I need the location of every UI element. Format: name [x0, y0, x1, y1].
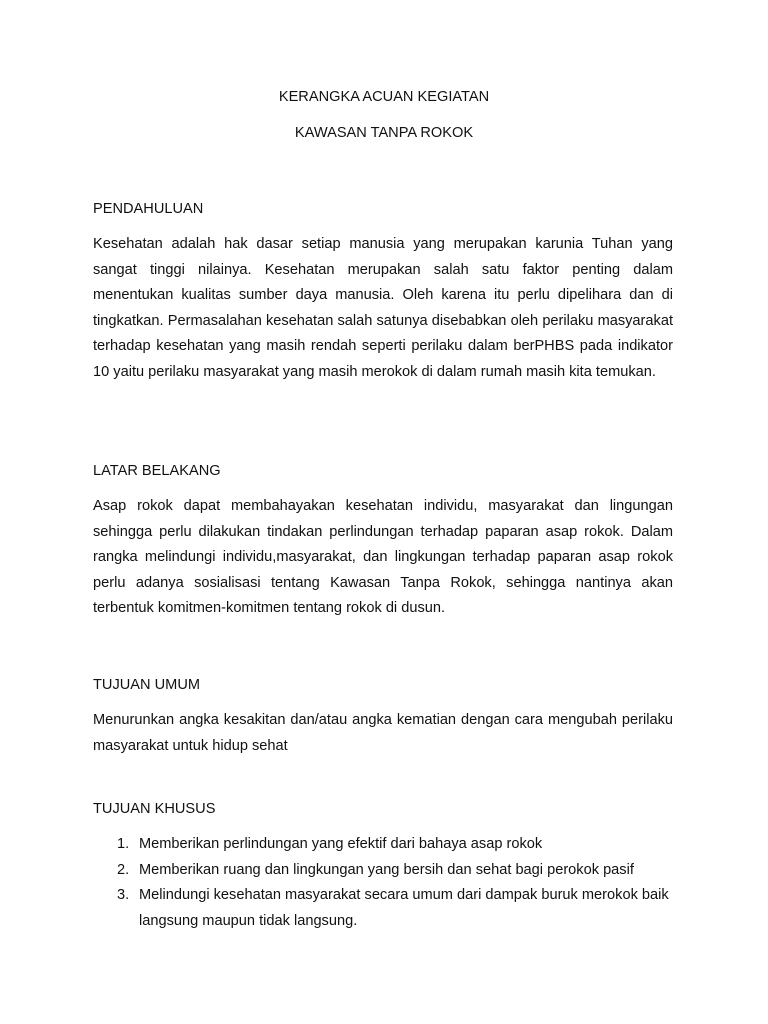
- list-item-text: Memberikan ruang dan lingkungan yang bersih dan sehat bagi perokok pasif: [139, 861, 634, 878]
- list-item-number: 1.: [117, 836, 130, 852]
- section-body-pendahuluan: Kesehatan adalah hak dasar setiap manusia yang merupakan karunia Tuhan yang sangat tinggi nilainya. Kesehatan merupakan salah satu faktor penting dalam menentukan kualitas sumber daya manusia. Oleh karena itu perlu dipelihara dan di tingkatkan. Permasalahan kesehatan salah satunya disebabkan oleh perilaku masyarakat terhadap kesehatan yang masih rendah seperti perilaku dalam berPHBS pada indikator 10 yaitu perilaku masyarakat yang masih merokok di dalam rumah masih kita temukan.: [93, 236, 673, 380]
- document-title: KERANGKA ACUAN KEGIATAN: [278, 89, 490, 105]
- list-item: [93, 832, 673, 858]
- tujuan-khusus-list: [93, 832, 673, 934]
- section-heading-latar-belakang: LATAR BELAKANG: [93, 463, 221, 479]
- section-heading-tujuan-umum: TUJUAN UMUM: [93, 677, 201, 693]
- list-item-number: 3.: [117, 887, 130, 904]
- section-heading-tujuan-khusus: TUJUAN KHUSUS: [93, 801, 216, 817]
- list-item-text: Melindungi kesehatan masyarakat secara umum dari dampak buruk merokok baik langsung maupun tidak langsung.: [139, 887, 669, 929]
- section-body-tujuan-umum: Menurunkan angka kesakitan dan/atau angka kematian dengan cara mengubah perilaku masyarakat untuk hidup sehat: [93, 712, 673, 754]
- document-subtitle: KAWASAN TANPA ROKOK: [294, 125, 474, 141]
- list-item: [93, 883, 673, 934]
- list-item-text: Memberikan perlindungan yang efektif dari bahaya asap rokok: [139, 836, 543, 852]
- list-item-number: 2.: [117, 861, 130, 878]
- section-heading-pendahuluan: PENDAHULUAN: [93, 201, 204, 217]
- section-body-latar-belakang: Asap rokok dapat membahayakan kesehatan individu, masyarakat dan lingungan sehingga perlu dilakukan tindakan perlindungan terhadap paparan asap rokok. Dalam rangka melindungi individu,masyarakat, dan lingkungan terhadap paparan asap rokok perlu adanya sosialisasi tentang Kawasan Tanpa Rokok, sehingga nantinya akan terbentuk komitmen-komitmen tentang rokok di dusun.: [93, 498, 673, 617]
- list-item: [93, 858, 673, 884]
